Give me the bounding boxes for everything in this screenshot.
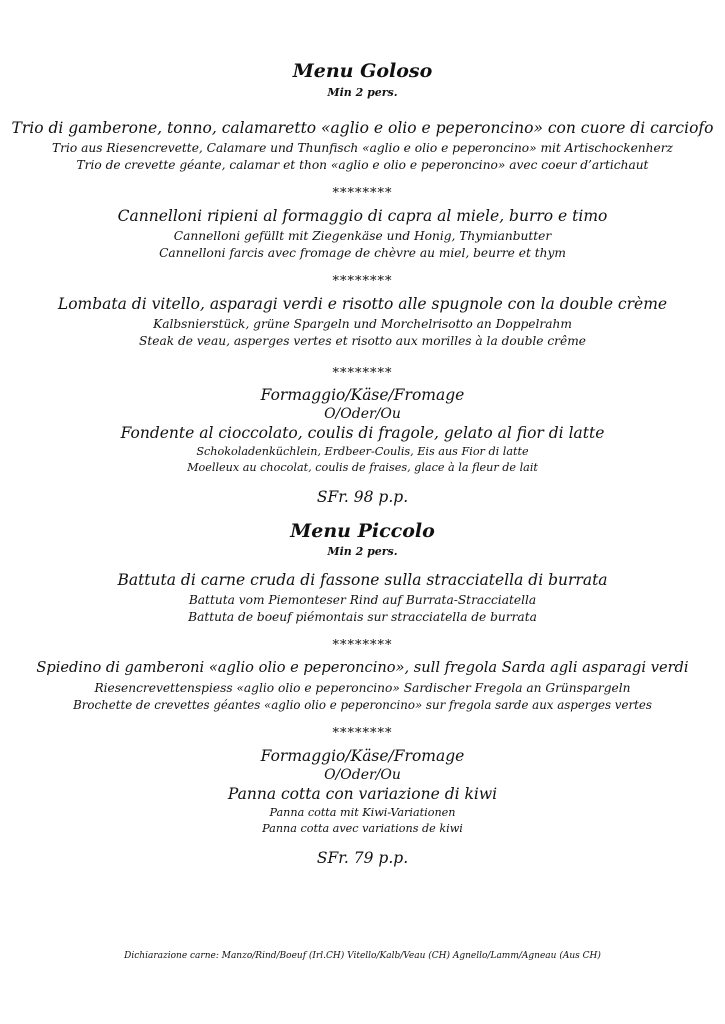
menu-piccolo-title: Menu Piccolo (290, 520, 435, 542)
piccolo-course2-fr: Brochette de crevettes géantes «aglio olio e peperoncino» sur fregola sarde aux asperges vertes (73, 698, 652, 712)
goloso-dessert-de: Schokoladenküchlein, Erdbeer-Coulis, Eis aus Fior di latte (196, 445, 529, 458)
menu-goloso-title: Menu Goloso (292, 60, 433, 82)
piccolo-course1-fr: Battuta de boeuf piémontais sur stracciatella de burrata (188, 610, 537, 624)
separator: ******** (332, 186, 393, 201)
goloso-course2-it: Cannelloni ripieni al formaggio di capra al miele, burro e timo (117, 207, 608, 225)
piccolo-course2-de: Riesencrevettenspiess «aglio olio e peperoncino» Sardischer Fregola an Grünspargeln (94, 681, 631, 695)
piccolo-dessert-de: Panna cotta mit Kiwi-Variationen (269, 806, 456, 819)
piccolo-course1-it: Battuta di carne cruda di fassone sulla stracciatella di burrata (117, 571, 608, 589)
meat-declaration-footer: Dichiarazione carne: Manzo/Rind/Boeuf (Irl.CH) Vitello/Kalb/Veau (CH) Agnello/Lamm/Agneau (Aus CH) (124, 951, 601, 961)
goloso-course2-fr: Cannelloni farcis avec fromage de chèvre au miel, beurre et thym (159, 246, 566, 260)
goloso-course3-it: Lombata di vitello, asparagi verdi e risotto alle spugnole con la double crème (57, 295, 668, 313)
separator: ******** (332, 274, 393, 289)
goloso-cheese: Formaggio/Käse/Fromage (260, 386, 465, 404)
goloso-course3-de: Kalbsnierstück, grüne Spargeln und Morchelrisotto an Doppelrahm (153, 317, 572, 331)
separator: ******** (332, 638, 393, 653)
goloso-course1-it: Trio di gamberone, tonno, calamaretto «aglio e olio e peperoncino» con cuore di carciofo (11, 119, 714, 137)
goloso-dessert-fr: Moelleux au chocolat, coulis de fraises, glace à la fleur de lait (187, 461, 538, 474)
goloso-course3-fr: Steak de veau, asperges vertes et risotto aux morilles à la double crême (138, 334, 586, 348)
piccolo-or: O/Oder/Ou (324, 767, 401, 783)
goloso-course2-de: Cannelloni gefüllt mit Ziegenkäse und Honig, Thymianbutter (173, 229, 552, 243)
goloso-price: SFr. 98 p.p. (316, 488, 409, 506)
goloso-course1-de: Trio aus Riesencrevette, Calamare und Thunfisch «aglio e olio e peperoncino» mit Artischockenherz (52, 141, 673, 155)
piccolo-cheese: Formaggio/Käse/Fromage (260, 747, 465, 765)
goloso-or: O/Oder/Ou (324, 406, 401, 422)
piccolo-dessert-fr: Panna cotta avec variations de kiwi (262, 822, 463, 835)
separator: ******** (332, 366, 393, 381)
piccolo-course1-de: Battuta vom Piemonteser Rind auf Burrata-Stracciatella (188, 593, 537, 607)
separator: ******** (332, 726, 393, 741)
goloso-dessert-it: Fondente al cioccolato, coulis di fragole, gelato al fior di latte (120, 424, 605, 442)
piccolo-dessert-it: Panna cotta con variazione di kiwi (227, 785, 498, 803)
piccolo-course2-it: Spiedino di gamberoni «aglio olio e peperoncino», sull fregola Sarda agli asparagi verdi (36, 659, 689, 676)
menu-goloso-subtitle: Min 2 pers. (327, 86, 398, 99)
goloso-course1-fr: Trio de crevette géante, calamar et thon «aglio e olio e peperoncino» avec coeur d’artichaut (76, 158, 649, 172)
piccolo-price: SFr. 79 p.p. (316, 849, 409, 867)
menu-piccolo-subtitle: Min 2 pers. (327, 545, 398, 558)
